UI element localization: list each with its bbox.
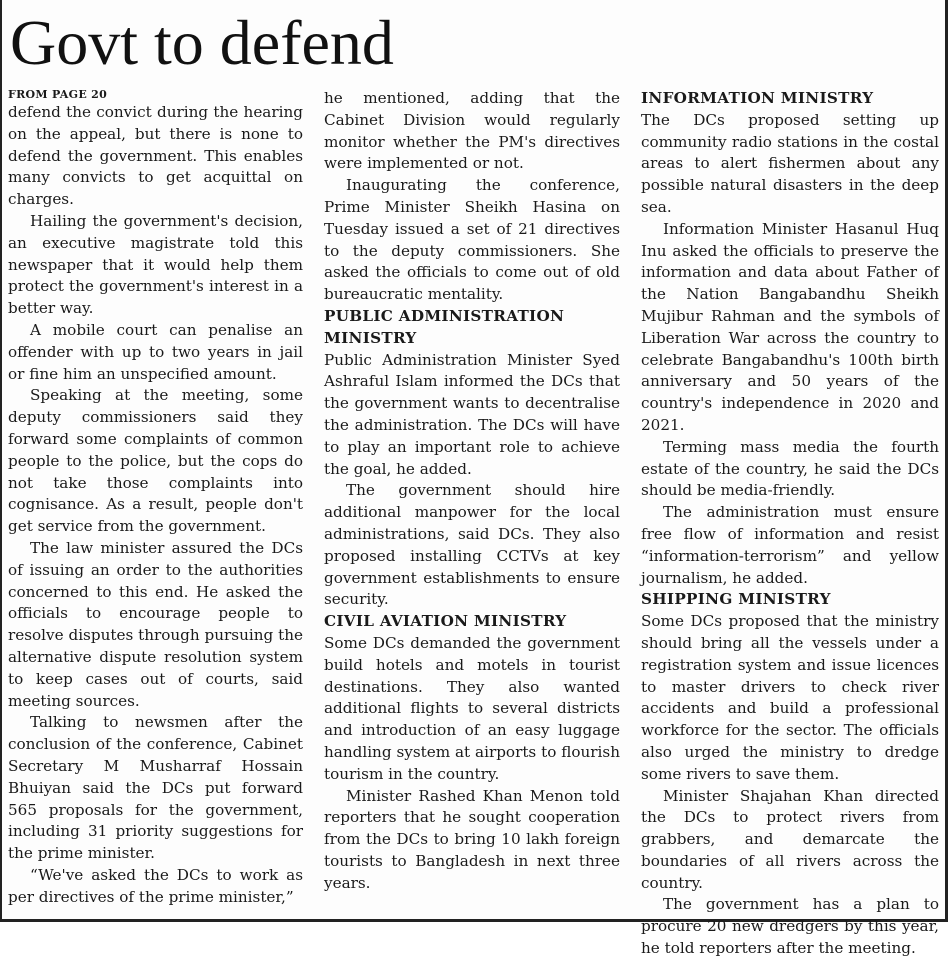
paragraph: Information Minister Hasanul Huq Inu asked the officials to preserve the information and data about Father of the Nation Bangabandhu Sheikh Mujibur Rahman and the symbols of Liberation War across the country to celebrate Bangabandhu's 100th birth anniversary and 50 years of the country's independence in 2020 and 2021. <box>641 219 939 434</box>
paragraph: Minister Shajahan Khan directed the DCs to protect rivers from grabbers, and demarcate the boundaries of all rivers across the country. <box>641 786 939 892</box>
paragraph: Terming mass media the fourth estate of the country, he said the DCs should be media-friendly. <box>641 437 939 500</box>
jump-line: FROM PAGE 20 <box>8 88 108 101</box>
column-1 <box>8 88 303 918</box>
subheading-shipping: SHIPPING MINISTRY <box>641 590 831 609</box>
paragraph: The administration must ensure free flow of information and resist “information-terrorism” and yellow journalism, he added. <box>641 503 939 587</box>
column-3 <box>641 88 939 958</box>
paragraph: The government should hire additional manpower for the local administrations, said DCs. They also proposed installing CCTVs at key government establishments to ensure security. <box>324 481 620 609</box>
paragraph: “We've asked the DCs to work as per directives of the prime minister,” <box>8 865 303 906</box>
paragraph: The government has a plan to procure 20 new dredgers by this year, he told reporters after the meeting. <box>641 895 939 958</box>
paragraph: Public Administration Minister Syed Ashraful Islam informed the DCs that the government wants to decentralise the administration. The DCs will have to play an important role to achieve the goal, he added. <box>324 350 620 478</box>
paragraph: he mentioned, adding that the Cabinet Division would regularly monitor whether the PM's directives were implemented or not. <box>324 89 620 173</box>
headline: Govt to defend <box>10 7 394 78</box>
column-2 <box>324 88 620 918</box>
subheading-public-administration: PUBLIC ADMINISTRATION MINISTRY <box>324 306 565 347</box>
subheading-civil-aviation: CIVIL AVIATION MINISTRY <box>324 612 567 631</box>
paragraph: defend the convict during the hearing on the appeal, but there is none to defend the government. This enables many convicts to get acquittal on charges. <box>8 103 303 209</box>
paragraph: Hailing the government's decision, an executive magistrate told this newspaper that it would help them protect the government's interest in a better way. <box>8 211 303 318</box>
paragraph: Speaking at the meeting, some deputy commissioners said they forward some complaints of common people to the police, but the cops do not take those complaints into cognisance. As a result, people don't get service from the government. <box>8 386 303 536</box>
subheading-information: INFORMATION MINISTRY <box>641 89 874 107</box>
paragraph: The law minister assured the DCs of issuing an order to the authorities concerned to this end. He asked the officials to encourage people to resolve disputes through pursuing the alternative dispute resolution system to keep cases out of courts, said meeting sources. <box>8 538 303 710</box>
paragraph: Some DCs demanded the government build hotels and motels in tourist destinations. They also wanted additional flights to several districts and introduction of an easy luggage handling system at airports to flourish tourism in the country. <box>324 633 620 783</box>
paragraph: Inaugurating the conference, Prime Minister Sheikh Hasina on Tuesday issued a set of 21 directives to the deputy commissioners. She asked the officials to come out of old bureaucratic mentality. <box>324 176 620 304</box>
paragraph: Some DCs proposed that the ministry should bring all the vessels under a registration system and issue licences to master drivers to check river accidents and build a professional workforce for the sector. The officials also urged the ministry to dredge some rivers to save them. <box>641 612 939 783</box>
paragraph: A mobile court can penalise an offender with up to two years in jail or fine him an unspecified amount. <box>8 320 303 383</box>
paragraph: The DCs proposed setting up community radio stations in the costal areas to alert fishermen about any possible natural disasters in the deep sea. <box>641 110 939 216</box>
paragraph: Minister Rashed Khan Menon told reporters that he sought cooperation from the DCs to bring 10 lakh foreign tourists to Bangladesh in next three years. <box>324 786 620 892</box>
paragraph: Talking to newsmen after the conclusion of the conference, Cabinet Secretary M Musharraf Hossain Bhuiyan said the DCs put forward 565 proposals for the government, including 31 priority suggestions for the prime minister. <box>8 713 303 863</box>
